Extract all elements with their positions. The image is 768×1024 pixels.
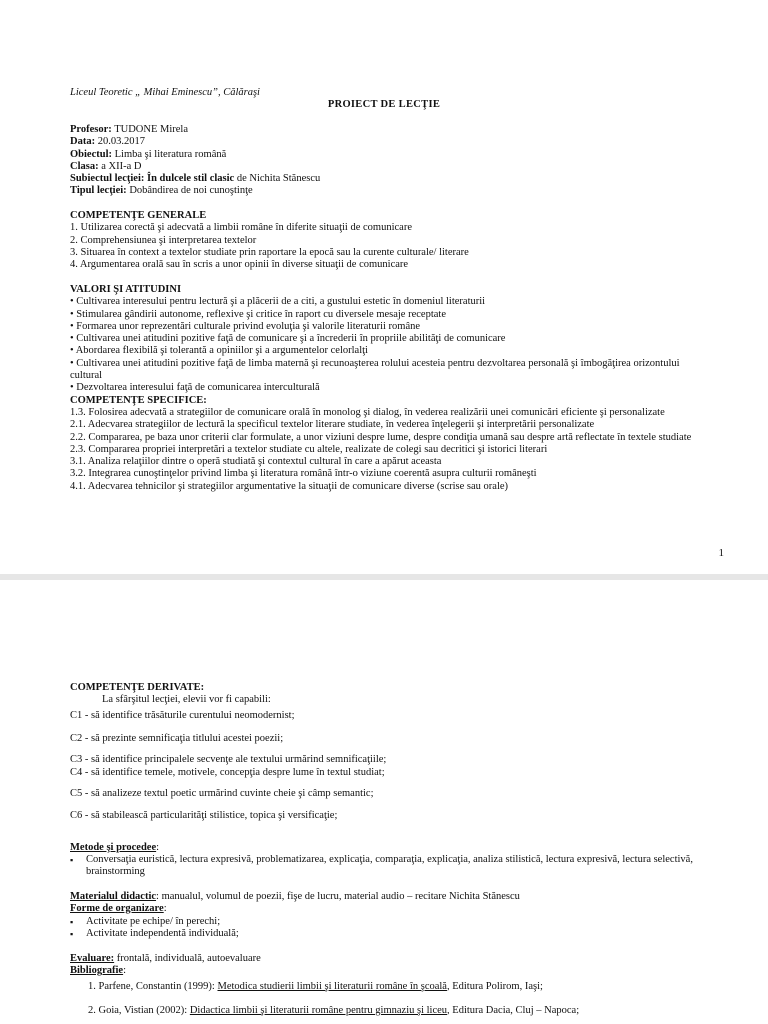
competenta-specifica-item: 3.1. Analiza relaţiilor dintre o operă studiată şi contextul cultural în care a apărut aceasta [70, 456, 442, 468]
valori-item: • Stimularea gândirii autonome, reflexive şi critice în raport cu diversele mesaje receptate [70, 308, 446, 320]
competenta-generala-item: 3. Situarea în context a textelor studiate prin raportare la epocă sau la curente culturale/ literare [70, 246, 469, 258]
competenta-specifica-item: 4.1. Adecvarea tehnicilor şi strategiilor argumentative la situaţii de comunicare diverse (scrise sau orale) [70, 480, 509, 492]
competenta-specifica-item: 2.3. Compararea propriei interpretări a textelor studiate cu altele, realizate de colegi sau decritici şi istorici literari [70, 443, 548, 455]
forme-item: ▪ Activitate pe echipe/ în perechi; [0, 916, 400, 928]
competenta-specifica-item: 2.2. Compararea, pe baza unor criterii clar formulate, a unor viziuni despre lume, despre condiţia umană sau despre artă reflectate în textele studiate [70, 431, 692, 443]
forme-item: ▪ Activitate independentă individuală; [0, 928, 400, 940]
competente-derivate-section [70, 682, 710, 707]
derivata-c1: C1 - să identifice trăsăturile curentului neomodernist; [70, 710, 295, 721]
info-profesor: Profesor: TUDONE Mirela [70, 124, 189, 135]
metode-section: Metode şi procedee: [70, 842, 160, 853]
derivata-c2: C2 - să prezinte semnificaţia titlului acestei poezii; [70, 733, 284, 744]
competente-specifice-heading: COMPETENŢE SPECIFICE: [70, 394, 207, 406]
page-2 [0, 590, 768, 1024]
material-section: Materialul didactic: manualul, volumul de poezii, fişe de lucru, material audio – recitare Nichita Stănescu [70, 891, 520, 902]
competenta-generala-item: 4. Argumentarea orală sau în scris a unor opinii în diverse situaţii de comunicare [70, 259, 409, 271]
page-separator [0, 574, 768, 580]
valori-item: • Dezvoltarea interesului faţă de comunicarea interculturală [70, 382, 320, 394]
valori-heading: VALORI ŞI ATITUDINI [70, 284, 182, 295]
valori-section [70, 284, 710, 493]
bibliografie-section: Bibliografie: [70, 965, 127, 976]
page-number: 1 [718, 547, 724, 559]
evaluare-section: Evaluare: frontală, individuală, autoevaluare [70, 953, 261, 964]
evaluare-label: Evaluare: [70, 953, 115, 964]
competenta-generala-item: 2. Comprehensiunea şi interpretarea textelor [70, 234, 257, 246]
competenta-specifica-item: 3.2. Integrarea cunoştinţelor privind limba şi literatura română într-o viziune coerentă asupra culturii româneşti [70, 468, 537, 480]
lesson-info [70, 124, 710, 198]
derivata-c6: C6 - să stabilească particularităţi stilistice, topica şi versificaţie; [70, 810, 338, 821]
info-data: Data: 20.03.2017 [70, 136, 145, 148]
info-tip: Tipul lecţiei: Dobândirea de noi cunoştinţe [70, 185, 253, 197]
metode-item: ▪ Conversaţia euristică, lectura expresivă, problematizarea, explicaţia, comparaţia, explicaţia, analiza stilistică, lectura expresivă, lectura selectivă, brainstorming [0, 854, 730, 879]
competente-derivate-heading: COMPETENŢE DERIVATE: [70, 682, 205, 693]
document-title: PROIECT DE LECŢIE [327, 99, 441, 110]
valori-item: • Formarea unor reprezentări culturale privind evoluţia şi valorile literaturii române [70, 320, 421, 332]
info-subiect: Subiectul lecţiei: În dulcele stil clasic de Nichita Stănescu [70, 173, 321, 185]
competente-derivate-intro: La sfârşitul lecţiei, elevii vor fi capabili: [102, 694, 271, 706]
valori-item: • Cultivarea unei atitudini pozitive faţă de limba maternă şi recunoaşterea rolului acesteia pentru dezvoltarea personală şi îmbogăţirea orizontului cultural [70, 357, 680, 382]
derivata-c4: C4 - să identifice temele, motivele, concepţia despre lume în textul studiat; [70, 767, 385, 778]
forme-label: Forme de organizare [70, 903, 164, 914]
derivata-c5: C5 - să analizeze textul poetic urmărind cuvinte cheie şi câmp semantic; [70, 788, 374, 799]
info-obiectul: Obiectul: Limba şi literatura română [70, 148, 227, 160]
material-label: Materialul didactic [70, 891, 157, 902]
valori-item: • Abordarea flexibilă şi tolerantă a opiniilor şi a argumentelor celorlalţi [70, 345, 368, 357]
valori-item: • Cultivarea unei atitudini pozitive faţă de comunicare şi a încrederii în propriile abilităţi de comunicare [70, 333, 506, 345]
metode-label: Metode şi procedee [70, 842, 157, 853]
school-name: Liceul Teoretic „ Mihai Eminescu”, Călăraşi [70, 87, 260, 98]
forme-list [0, 916, 400, 941]
metode-list [0, 854, 730, 879]
info-clasa: Clasa: a XII-a D [70, 160, 142, 172]
bibliografie-item: 2. Goia, Vistian (2002): Didactica limbii şi literaturii române pentru gimnaziu şi liceu, Editura Dacia, Cluj – Napoca; [88, 1005, 580, 1016]
valori-item: • Cultivarea interesului pentru lectură şi a plăcerii de a citi, a gustului estetic în domeniul literaturii [70, 296, 486, 308]
bibliografie-label: Bibliografie [70, 965, 124, 976]
bibliografie-item: 1. Parfene, Constantin (1999): Metodica studierii limbii şi literaturii române în şcoală, Editura Polirom, Iaşi; [88, 981, 543, 992]
derivata-c3: C3 - să identifice principalele secvenţe ale textului urmărind semnificaţiile; [70, 754, 387, 765]
competenta-generala-item: 1. Utilizarea corectă şi adecvată a limbii române în diferite situaţii de comunicare [70, 222, 412, 234]
competente-generale-section [70, 210, 710, 271]
forme-section: Forme de organizare: [70, 903, 167, 914]
competenta-specifica-item: 1.3. Folosirea adecvată a strategiilor de comunicare orală în monolog şi dialog, în vederea realizării unei comunicări eficiente şi personalizate [70, 406, 665, 418]
competenta-specifica-item: 2.1. Adecvarea strategiilor de lectură la specificul textelor literare studiate, în vederea înţelegerii şi interpretării personalizate [70, 419, 595, 431]
competente-generale-heading: COMPETENŢE GENERALE [70, 210, 207, 221]
